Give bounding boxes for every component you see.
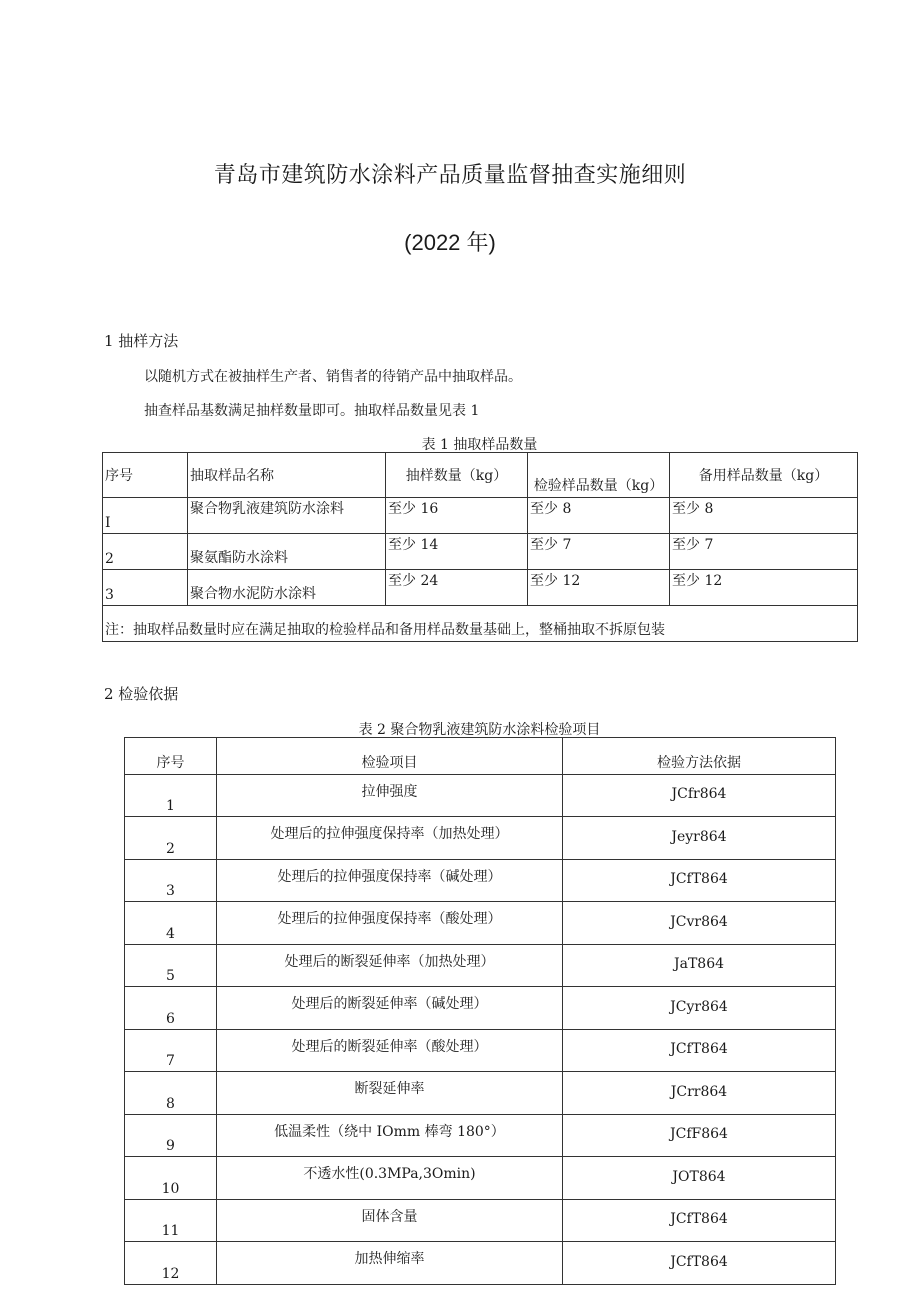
table-cell: 至少 24 bbox=[386, 570, 528, 606]
inspection-item: 处理后的拉伸强度保持率（加热处理） bbox=[217, 817, 563, 860]
table-cell: 至少 16 bbox=[386, 498, 528, 534]
row-number: 1 bbox=[125, 774, 217, 817]
table-row bbox=[125, 1242, 836, 1285]
table-row bbox=[103, 498, 858, 534]
test-method: JCfT864 bbox=[563, 1029, 836, 1072]
section-1-paragraph-2: 抽查样品基数满足抽样数量即可。抽取样品数量见表 1 bbox=[144, 403, 480, 419]
test-method: JCfT864 bbox=[563, 1199, 836, 1242]
inspection-item: 固体含量 bbox=[217, 1199, 563, 1242]
table-cell: 聚合物水泥防水涂料 bbox=[188, 570, 386, 606]
table-cell: 至少 7 bbox=[528, 534, 670, 570]
inspection-item: 加热伸缩率 bbox=[217, 1242, 563, 1285]
table-row bbox=[103, 570, 858, 606]
table-row bbox=[103, 534, 858, 570]
inspection-item: 断裂延伸率 bbox=[217, 1072, 563, 1115]
test-method: JCfF864 bbox=[563, 1114, 836, 1157]
table-2-caption: 表 2 聚合物乳液建筑防水涂料检验项目 bbox=[358, 722, 601, 738]
table-cell: 至少 14 bbox=[386, 534, 528, 570]
test-method: JCyr864 bbox=[563, 987, 836, 1030]
row-number: 10 bbox=[125, 1157, 217, 1200]
row-number: 7 bbox=[125, 1029, 217, 1072]
inspection-item: 低温柔性（绕中 IOmm 棒弯 180°） bbox=[217, 1114, 563, 1157]
table-cell: 3 bbox=[103, 570, 188, 606]
inspection-item: 不透水性(0.3MPa,3Omin) bbox=[217, 1157, 563, 1200]
table-cell: 至少 7 bbox=[670, 534, 858, 570]
table-cell: I bbox=[103, 498, 188, 534]
table-row bbox=[125, 1072, 836, 1115]
table-1-caption: 表 1 抽取样品数量 bbox=[421, 437, 538, 453]
table-header-row bbox=[125, 738, 836, 775]
header-cell: 抽取样品名称 bbox=[188, 453, 386, 498]
section-2-heading: 2 检验依据 bbox=[104, 685, 179, 703]
inspection-items-table bbox=[124, 737, 836, 1285]
test-method: JOT864 bbox=[563, 1157, 836, 1200]
inspection-item: 处理后的断裂延伸率（酸处理） bbox=[217, 1029, 563, 1072]
sample-quantity-table bbox=[102, 452, 858, 642]
row-number: 12 bbox=[125, 1242, 217, 1285]
table-row bbox=[125, 1114, 836, 1157]
row-number: 5 bbox=[125, 944, 217, 987]
table-header-row bbox=[103, 453, 858, 498]
table-row bbox=[125, 987, 836, 1030]
table-row bbox=[125, 817, 836, 860]
table-row bbox=[125, 774, 836, 817]
row-number: 3 bbox=[125, 859, 217, 902]
inspection-item: 处理后的拉伸强度保持率（碱处理） bbox=[217, 859, 563, 902]
test-method: JCrr864 bbox=[563, 1072, 836, 1115]
test-method: JCfr864 bbox=[563, 774, 836, 817]
section-1-heading: 1 抽样方法 bbox=[104, 332, 179, 350]
table-cell: 至少 8 bbox=[528, 498, 670, 534]
document-subtitle: (2022 年) bbox=[404, 230, 496, 255]
header-cell: 抽样数量（kg） bbox=[386, 453, 528, 498]
inspection-item: 拉伸强度 bbox=[217, 774, 563, 817]
row-number: 2 bbox=[125, 817, 217, 860]
inspection-item: 处理后的断裂延伸率（加热处理） bbox=[217, 944, 563, 987]
table-cell: 聚合物乳液建筑防水涂料 bbox=[188, 498, 386, 534]
section-1-paragraph-1: 以随机方式在被抽样生产者、销售者的待销产品中抽取样品。 bbox=[144, 369, 522, 385]
header-cell: 序号 bbox=[125, 738, 217, 775]
header-cell: 检验项目 bbox=[217, 738, 563, 775]
test-method: JCvr864 bbox=[563, 902, 836, 945]
table-row bbox=[125, 1029, 836, 1072]
row-number: 4 bbox=[125, 902, 217, 945]
row-number: 9 bbox=[125, 1114, 217, 1157]
table-row bbox=[125, 859, 836, 902]
table-row bbox=[125, 944, 836, 987]
test-method: JCfT864 bbox=[563, 1242, 836, 1285]
header-cell: 备用样品数量（kg） bbox=[670, 453, 858, 498]
table-cell: 聚氨酯防水涂料 bbox=[188, 534, 386, 570]
header-cell: 序号 bbox=[103, 453, 188, 498]
table-cell: 至少 12 bbox=[670, 570, 858, 606]
table-cell: 2 bbox=[103, 534, 188, 570]
table-cell: 至少 12 bbox=[528, 570, 670, 606]
table-row bbox=[125, 1157, 836, 1200]
row-number: 6 bbox=[125, 987, 217, 1030]
table-note-row bbox=[103, 606, 858, 642]
test-method: JCfT864 bbox=[563, 859, 836, 902]
table-note: 注：抽取样品数量时应在满足抽取的检验样品和备用样品数量基础上，整桶抽取不拆原包装 bbox=[103, 606, 858, 642]
row-number: 11 bbox=[125, 1199, 217, 1242]
table-row bbox=[125, 1199, 836, 1242]
header-cell: 检验方法依据 bbox=[563, 738, 836, 775]
document-title: 青岛市建筑防水涂料产品质量监督抽查实施细则 bbox=[213, 163, 687, 188]
table-cell: 至少 8 bbox=[670, 498, 858, 534]
inspection-item: 处理后的断裂延伸率（碱处理） bbox=[217, 987, 563, 1030]
header-cell: 检验样品数量（kg） bbox=[528, 453, 670, 498]
inspection-item: 处理后的拉伸强度保持率（酸处理） bbox=[217, 902, 563, 945]
test-method: Jeyr864 bbox=[563, 817, 836, 860]
row-number: 8 bbox=[125, 1072, 217, 1115]
table-row bbox=[125, 902, 836, 945]
test-method: JaT864 bbox=[563, 944, 836, 987]
